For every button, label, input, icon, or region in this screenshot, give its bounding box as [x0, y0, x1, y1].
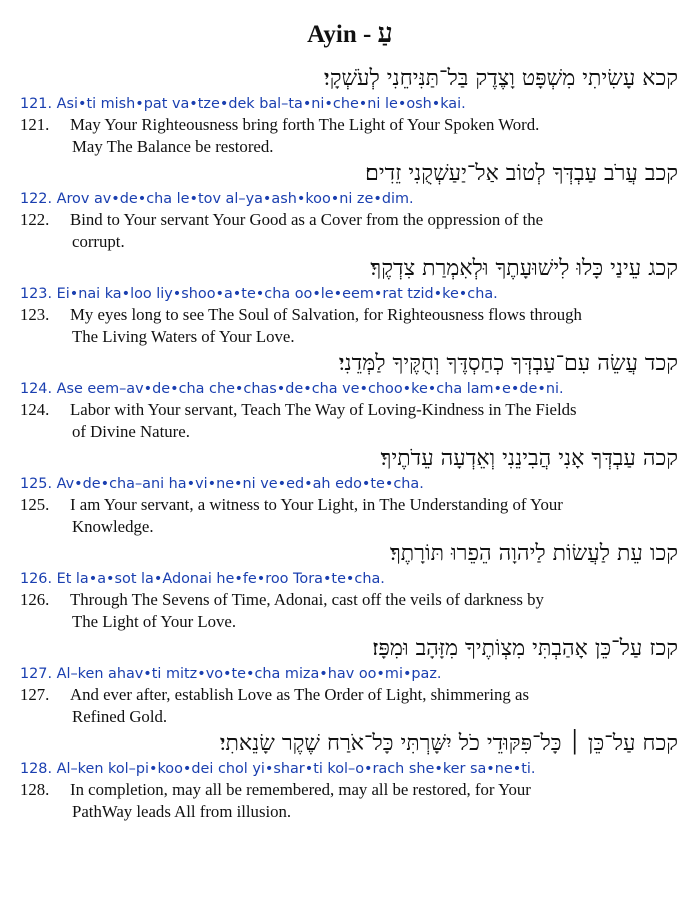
- verse-number: 121.: [20, 115, 50, 134]
- hebrew-line: קכב עֲרֹב עַבְדְּךָ לְטוֹב אַל־יַעַשְׁקֻנִי זֵדִים׃: [365, 161, 678, 186]
- hebrew-line: קכה עַבְדְּךָ אָנִי הֲבִינֵנִי וְאֵדְעָה עֵדֹתֶיךָ׃: [380, 446, 678, 471]
- verse-127: [20, 634, 680, 727]
- translation: [20, 779, 680, 822]
- verse-123: [20, 254, 680, 347]
- transliteration-line: 124. Ase eem–av•de•cha che•chas•de•cha ve•choo•ke•cha lam•e•de•ni.: [20, 381, 564, 397]
- hebrew-line: קכג עֵינַי כָּלוּ לִישׁוּעָתֶךָ וּלְאִמְרַת צִדְקֶךָ׃: [370, 256, 678, 281]
- transliteration-line: 125. Av•de•cha–ani ha•vi•ne•ni ve•ed•ah edo•te•cha.: [20, 476, 424, 492]
- hebrew-line: קכא עָשִׂיתִי מִשְׁפָּט וָצֶדֶק בַּל־תַּנִּיחֵנִי לְעֹשְׁקָי׃: [323, 66, 678, 91]
- translation-line-2: Knowledge.: [72, 516, 154, 536]
- transliteration-line: 126. Et la•a•sot la•Adonai he•fe•roo Tora•te•cha.: [20, 571, 385, 587]
- hebrew-line: קכו עֵת לַעֲשׂוֹת לַיהוָה הֵפֵרוּ תּוֹרָתֶךָ׃: [389, 541, 678, 566]
- translation-line-1: In completion, may all be remembered, may all be restored, for Your: [70, 780, 531, 799]
- translation-text: [70, 589, 680, 632]
- translation-text: [70, 304, 680, 347]
- translation-line-1: I am Your servant, a witness to Your Light, in The Understanding of Your: [70, 495, 563, 514]
- verse-126: [20, 539, 680, 632]
- translation-text: [70, 114, 680, 157]
- page-title: [0, 18, 700, 49]
- verse-121: [20, 64, 680, 157]
- transliteration-line: 127. Al–ken ahav•ti mitz•vo•te•cha miza•hav oo•mi•paz.: [20, 666, 442, 682]
- verse-number: 128.: [20, 780, 50, 799]
- verse-number: 126.: [20, 590, 50, 609]
- translation-line-1: My eyes long to see The Soul of Salvation, for Righteousness flows through: [70, 305, 582, 324]
- translation-text: [70, 684, 680, 727]
- translation-text: [70, 399, 680, 442]
- verse-number: 125.: [20, 495, 50, 514]
- translation-text: [70, 779, 680, 822]
- verse-125: [20, 444, 680, 537]
- translation-line-1: Bind to Your servant Your Good as a Cover from the oppression of the: [70, 210, 544, 229]
- translation-line-2: of Divine Nature.: [72, 421, 190, 441]
- translation: [20, 114, 680, 157]
- transliteration-line: 123. Ei•nai ka•loo liy•shoo•a•te•cha oo•le•eem•rat tzid•ke•cha.: [20, 286, 498, 302]
- translation-line-2: The Living Waters of Your Love.: [72, 326, 295, 346]
- transliteration-line: 121. Asi•ti mish•pat va•tze•dek bal–ta•ni•che•ni le•osh•kai.: [20, 96, 466, 112]
- translation: [20, 494, 680, 537]
- verse-number: 122.: [20, 210, 50, 229]
- transliteration-line: 122. Arov av•de•cha le•tov al–ya•ash•koo•ni ze•dim.: [20, 191, 414, 207]
- verse-124: [20, 349, 680, 442]
- translation-line-1: And ever after, establish Love as The Order of Light, shimmering as: [70, 685, 529, 704]
- transliteration-line: 128. Al–ken kol–pi•koo•dei chol yi•shar•ti kol–o•rach she•ker sa•ne•ti.: [20, 761, 536, 777]
- verse-128: [20, 729, 680, 822]
- translation: [20, 399, 680, 442]
- translation-line-2: Refined Gold.: [72, 706, 168, 726]
- translation-line-1: Labor with Your servant, Teach The Way of Loving-Kindness in The Fields: [70, 400, 577, 419]
- title-text: Ayin -: [307, 21, 372, 48]
- verse-number: 127.: [20, 685, 50, 704]
- translation: [20, 209, 680, 252]
- hebrew-line: קכז עַל־כֵּן אָהַבְתִּי מִצְוֹתֶיךָ מִזָּהָב וּמִפָּז׃: [372, 636, 678, 661]
- translation: [20, 304, 680, 347]
- title-hebrew-letter: עַ: [377, 18, 393, 48]
- translation: [20, 684, 680, 727]
- translation: [20, 589, 680, 632]
- translation-text: [70, 209, 680, 252]
- translation-line-1: Through The Sevens of Time, Adonai, cast off the veils of darkness by: [70, 590, 544, 609]
- translation-line-2: The Light of Your Love.: [72, 611, 237, 631]
- translation-line-1: May Your Righteousness bring forth The Light of Your Spoken Word.: [70, 115, 540, 134]
- hebrew-line: קכד עֲשֵׂה עִם־עַבְדְּךָ כְחַסְדֶּךָ וְחֻקֶּיךָ לַמְּדֵנִי׃: [338, 351, 678, 376]
- translation-line-2: May The Balance be restored.: [72, 136, 274, 156]
- hebrew-line: קכח עַל־כֵּן ׀ כָּל־פִּקּוּדֵי כֹל יִשָּׁרְתִּי כָּל־אֹרַח שֶׁקֶר שָׂנֵאתִי׃: [219, 731, 678, 756]
- translation-text: [70, 494, 680, 537]
- verse-122: [20, 159, 680, 252]
- verse-number: 123.: [20, 305, 50, 324]
- translation-line-2: PathWay leads All from illusion.: [72, 801, 292, 821]
- verse-list: [20, 64, 680, 824]
- translation-line-2: corrupt.: [72, 231, 125, 251]
- verse-number: 124.: [20, 400, 50, 419]
